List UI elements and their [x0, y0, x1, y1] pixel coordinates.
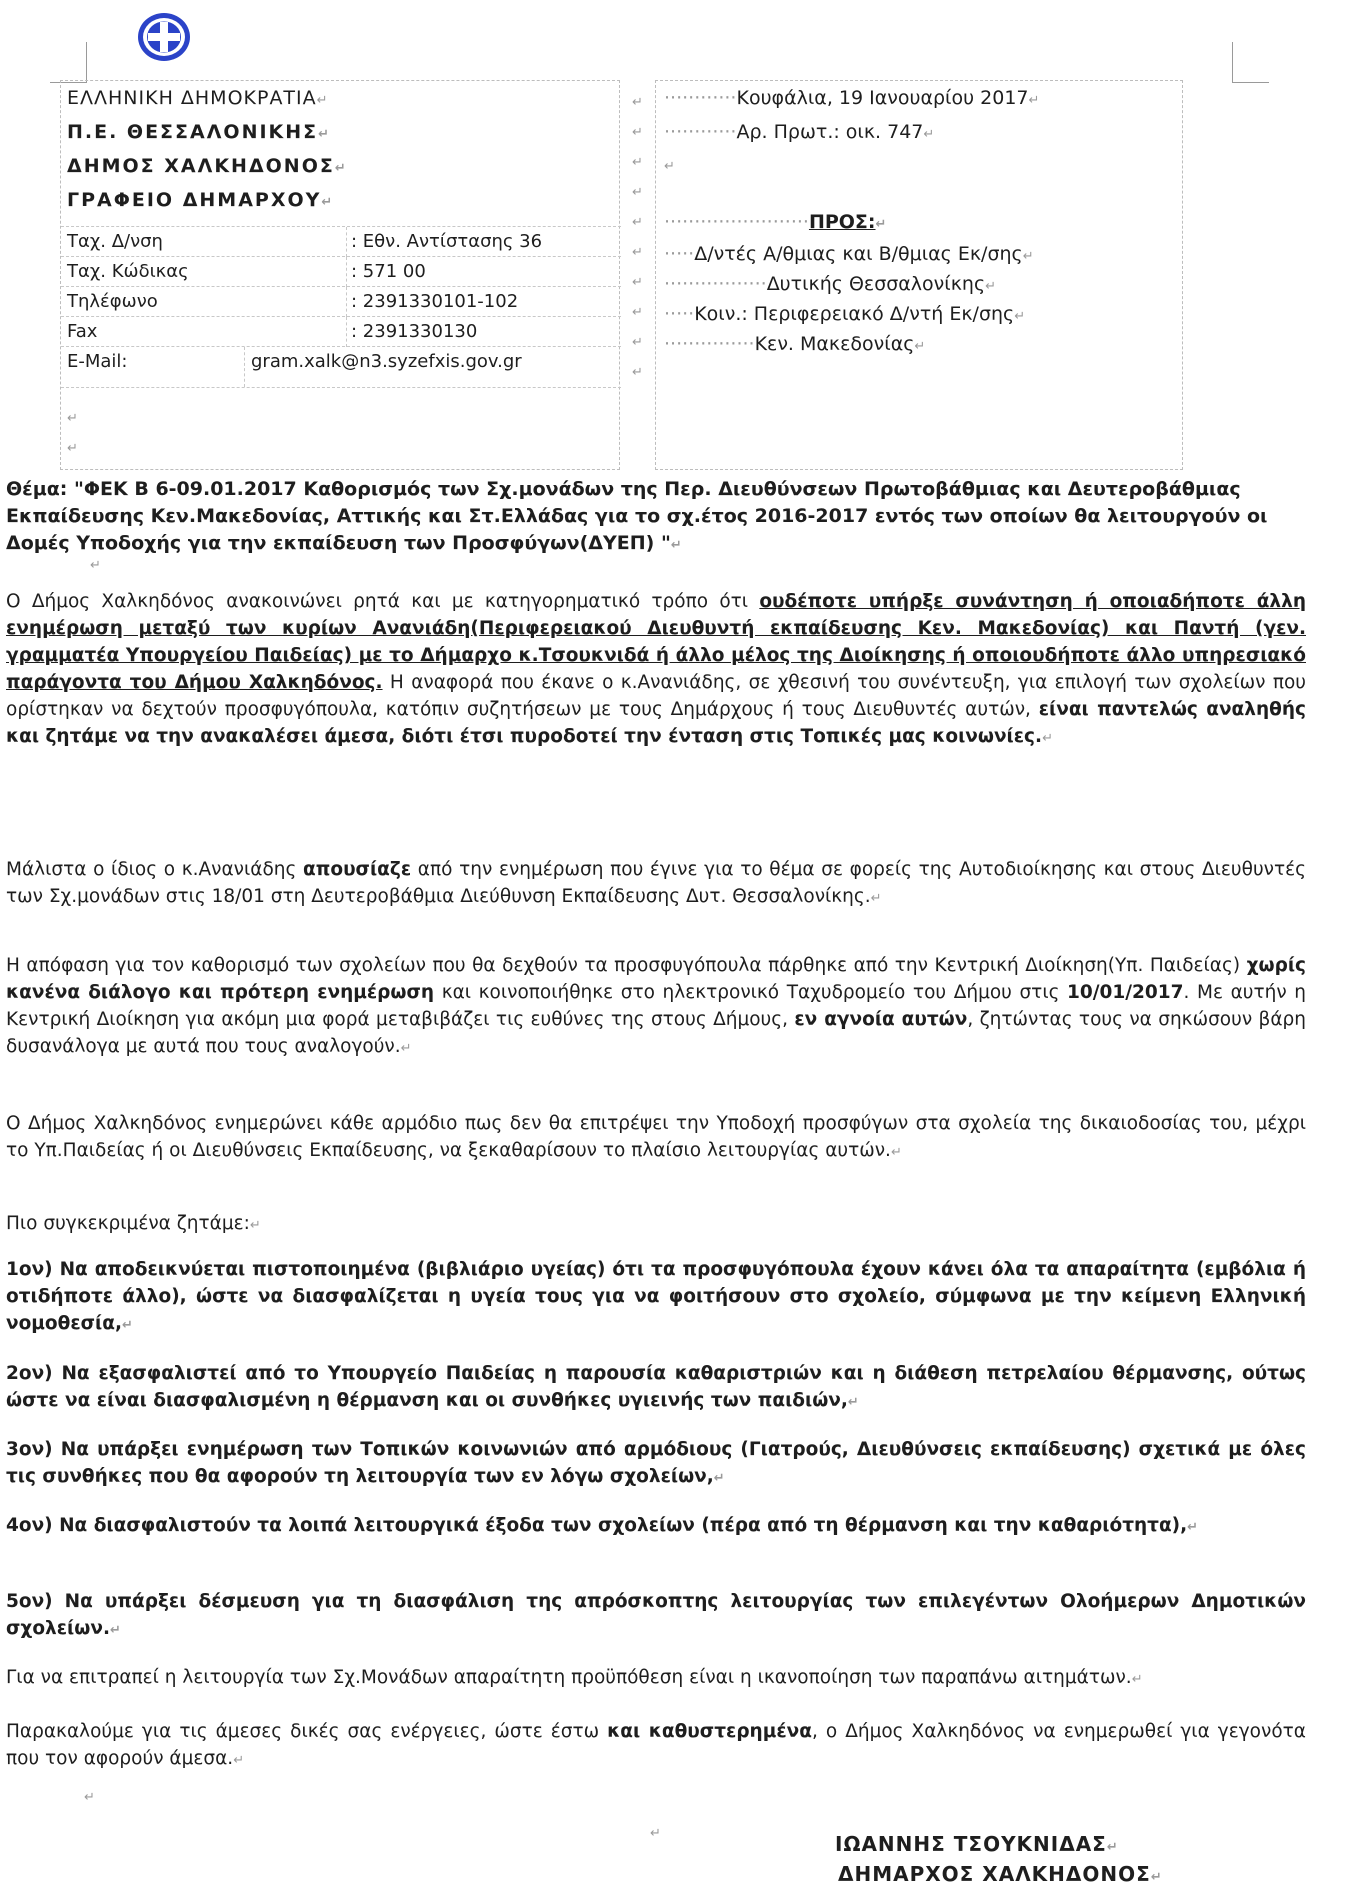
greek-emblem-icon: [136, 10, 192, 64]
paragraph-decision: Η απόφαση για τον καθορισμό των σχολείων που θα δεχθούν τα προσφυγόπουλα πάρθηκε από την Κεντρική Διοίκηση(Υπ. Παιδείας) χωρίς κανένα διάλογο και πρότερη ενημέρωση και κοινοποιήθηκε στο ηλεκτρονικό Ταχυδρομείο του Δήμου στις 10/01/2017. Με αυτήν η Κεντρική Διοίκηση για ακόμη μια φορά μεταβιβάζει τις ευθύνες της στους Δήμους, εν αγνοία αυτών, ζητώντας τους να σηκώσουν βάρη δυσανάλογα με αυτά που τους αναλογούν.↵: [6, 955, 1307, 1057]
region-name: Π.Ε. ΘΕΣΣΑΛΟΝΙΚΗΣ↵: [67, 121, 332, 143]
request-item-3: 3ον) Να υπάρξει ενημέρωση των Τοπικών κοινωνιών από αρμόδιους (Γιατρούς, Διευθύνσεις εκπαίδευσης) σχετικά με όλες τις συνθήκες που θα αφορούν τη λειτουργία των εν λόγω σχολείων,↵: [6, 1439, 1306, 1487]
cc-line-2: ···············Κεν. Μακεδονίας↵: [664, 333, 926, 355]
contact-row-address: [61, 226, 621, 257]
office-name: ΓΡΑΦΕΙΟ ΔΗΜΑΡΧΟΥ↵: [67, 189, 335, 211]
contact-value: : 571 00: [351, 261, 426, 282]
contact-label: E-Mail:: [67, 351, 128, 372]
contact-label: Ταχ. Κώδικας: [67, 261, 189, 282]
date-text: Κουφάλια, 19 Ιανουαρίου 2017: [736, 87, 1029, 109]
p6-text: Για να επιτραπεί η λειτουργία των Σχ.Μονάδων απαραίτητη προϋπόθεση είναι η ικανοποίηση των παραπάνω αιτημάτων.: [6, 1667, 1132, 1688]
to-label: ························ΠΡΟΣ:↵: [664, 211, 887, 233]
page-corner-mark-right: [1232, 42, 1269, 83]
p5-text: Πιο συγκεκριμένα ζητάμε:: [6, 1213, 250, 1234]
contact-row-postcode: [61, 256, 621, 287]
item1-text: 1ον) Να αποδεικνύεται πιστοποιημένα (βιβλιάριο υγείας) ότι τα προσφυγόπουλα έχουν κάνει όλα τα απαραίτητα (εμβόλια ή οτιδήποτε άλλο), ώστε να διασφαλίζεται η υγεία τους για να φοιτήσουν στο σχολείο, σύμφωνα με την κείμενη Ελληνική νομοθεσία,: [6, 1259, 1306, 1334]
contact-row-email: [61, 346, 621, 388]
document-page: ΕΛΛΗΝΙΚΗ ΔΗΜΟΚΡΑΤΙΑ↵ Π.Ε. ΘΕΣΣΑΛΟΝΙΚΗΣ↵ ΔΗΜΟΣ ΧΑΛΚΗΔΟΝΟΣ↵ ΓΡΑΦΕΙΟ ΔΗΜΑΡΧΟΥ↵ Ταχ. Δ/νση : Εθν. Αντίστασης 36 Ταχ. Κώδικας : 571 00 Τηλέφωνο : 2391330101-102 Fax : 2391330130 E-Mail: gram.xalk@n3.syzefxis.gov.gr ↵ ↵ ↵ ↵ ↵ ↵ ↵ ↵ ↵ ↵ ↵ ↵ ············Κουφάλια, 19 Ιανουαρίου 2017↵ ············Αρ. Πρωτ.: οικ. 747↵ ↵ ························ΠΡΟΣ:↵ ·····Δ/ντές Α/θμιας και Β/θμιας Εκ/σης↵ ·················Δυτικής Θεσσαλονίκης↵ ·····Κοιν.: Περιφερειακό Δ/ντή Εκ/σης↵ ···············Κεν. Μακεδονίας↵ Θέμα: "ΦΕΚ Β 6-09.01.2017 Καθορισμός των Σχ.μονάδων της Περ. Διευθύνσεων Πρωτοβάθμιας και Δευτεροβάθμιας Εκπαίδευσης Κεν.Μακεδονίας, Αττικής και Στ.Ελλάδας για το σχ.έτος 2016-2017 εντός των οποίων θα λειτουργούν οι Δομές Υποδοχής για την εκπαίδευση των Προσφύγων(ΔΥΕΠ) "↵ ↵ Ο Δήμος Χαλκηδόνος ανακοινώνει ρητά και με κατηγορηματικό τρόπο ότι ουδέποτε υπήρξε συνάντηση ή οποιαδήποτε άλλη ενημέρωση μεταξύ των κυρίων Ανανιάδη(Περιφερειακού Διευθυντή εκπαίδευσης Κεν. Μακεδονίας) και Παντή (γεν. γραμματέα Υπουργείου Παιδείας) με το Δήμαρχο κ.Τσουκνιδά ή άλλο μέλος της Διοίκησης ή οποιουδήποτε άλλο υπηρεσιακό παράγοντα του Δήμου Χαλκηδόνος. Η αναφορά που έκανε ο κ.Ανανιάδης, σε χθεσινή του συνέντευξη, για επιλογή των σχολείων που ορίστηκαν να δεχτούν προσφυγόπουλα, κατόπιν συζητήσεων με τους Δημάρχους ή τους Διευθυντές αυτών, είναι παντελώς αναληθής και ζητάμε να την ανακαλέσει άμεσα, διότι έτσι πυροδοτεί την ένταση στις Τοπικές μας κοινωνίες.↵ Μάλιστα ο ίδιος ο κ.Ανανιάδης απουσίαζε από την ενημέρωση που έγινε για το θέμα σε φορείς της Αυτοδιοίκησης και στους Διευθυντές των Σχ.μονάδων στις 18/01 στη Δευτεροβάθμια Διεύθυνση Εκπαίδευσης Δυτ. Θεσσαλονίκης.↵ Η απόφαση για τον καθορισμό των σχολείων που θα δεχθούν τα προσφυγόπουλα πάρθηκε από την Κεντρική Διοίκηση(Υπ. Παιδείας) χωρίς κανένα διάλογο και πρότερη ενημέρωση και κοινοποιήθηκε στο ηλεκτρονικό Ταχυδρομείο του Δήμου στις 10/01/2017. Με αυτήν η Κεντρική Διοίκηση για ακόμη μια φορά μεταβιβάζει τις ευθύνες της στους Δήμους, εν αγνοία αυτών, ζητώντας τους να σηκώσουν βάρη δυσανάλογα με αυτά που τους αναλογούν.↵ Ο Δήμος Χαλκηδόνος ενημερώνει κάθε αρμόδιο πως δεν θα επιτρέψει την Υποδοχή προσφύγων στα σχολεία της δικαιοδοσίας του, μέχρι το Υπ.Παιδείας ή οι Διευθύνσεις Εκπαίδευσης, να ξεκαθαρίσουν το πλαίσιο λειτουργίας αυτών.↵ Πιο συγκεκριμένα ζητάμε:↵ 1ον) Να αποδεικνύεται πιστοποιημένα (βιβλιάριο υγείας) ότι τα προσφυγόπουλα έχουν κάνει όλα τα απαραίτητα (εμβόλια ή οτιδήποτε άλλο), ώστε να διασφαλίζεται η υγεία τους για να φοιτήσουν στο σχολείο, σύμφωνα με την κείμενη Ελληνική νομοθεσία,↵ 2ον) Να εξασφαλιστεί από το Υπουργείο Παιδείας η παρουσία καθαριστριών και η διάθεση πετρελαίου θέρμανσης, ούτως ώστε να είναι διασφαλισμένη η θέρμανση και οι συνθήκες υγιεινής των παιδιών,↵ 3ον) Να υπάρξει ενημέρωση των Τοπικών κοινωνιών από αρμόδιους (Γιατρούς, Διευθύνσεις εκπαίδευσης) σχετικά με όλες τις συνθήκες που θα αφορούν τη λειτουργία των εν λόγω σχολείων,↵ 4ον) Να διασφαλιστούν τα λοιπά λειτουργικά έξοδα των σχολείων (πέρα από τη θέρμανση και την καθαριότητα),↵ 5ον) Να υπάρξει δέσμευση για τη διασφάλιση της απρόσκοπτης λειτουργίας των επιλεγέντων Ολοήμερων Δημοτικών σχολείων.↵ Για να επιτραπεί η λειτουργία των Σχ.Μονάδων απαραίτητη προϋπόθεση είναι η ικανοποίηση των παραπάνω αιτημάτων.↵ Παρακαλούμε για τις άμεσες δικές σας ενέργειες, ώστε έστω και καθυστερημένα, ο Δήμος Χαλκηδόνος να ενημερωθεί για γεγονότα που τον αφορούν άμεσα.↵ ↵ ↵ ΙΩΑΝΝΗΣ ΤΣΟΥΚΝΙΔΑΣ↵ ΔΗΜΑΡΧΟΣ ΧΑΛΚΗΔΟΝΟΣ↵: [0, 0, 1353, 1893]
contact-value: : 2391330101-102: [351, 291, 519, 312]
item3-text: 3ον) Να υπάρξει ενημέρωση των Τοπικών κοινωνιών από αρμόδιους (Γιατρούς, Διευθύνσεις εκπαίδευσης) σχετικά με όλες τις συνθήκες που θα αφορούν τη λειτουργία των εν λόγω σχολείων,: [6, 1439, 1306, 1487]
office-text: ΓΡΑΦΕΙΟ ΔΗΜΑΡΧΟΥ: [67, 189, 322, 211]
request-item-4: 4ον) Να διασφαλιστούν τα λοιπά λειτουργικά έξοδα των σχολείων (πέρα από τη θέρμανση και την καθαριότητα),↵: [6, 1515, 1199, 1536]
signatory-name: ΙΩΑΝΝΗΣ ΤΣΟΥΚΝΙΔΑΣ↵: [835, 1832, 1119, 1856]
p3-text-bold-2: εν αγνοία αυτών: [794, 1009, 968, 1030]
p3-text-g: , ζητώντας τους να σηκώσουν βάρη δυσανάλογα με αυτά που τους αναλογούν.: [6, 1009, 1307, 1057]
item4-text: 4ον) Να διασφαλιστούν τα λοιπά λειτουργικά έξοδα των σχολείων (πέρα από τη θέρμανση και την καθαριότητα),: [6, 1515, 1188, 1536]
p3-text-a: Η απόφαση για τον καθορισμό των σχολείων που θα δεχθούν τα προσφυγόπουλα πάρθηκε από την Κεντρική Διοίκηση(Υπ. Παιδείας): [6, 955, 1247, 976]
item2-text: 2ον) Να εξασφαλιστεί από το Υπουργείο Παιδείας η παρουσία καθαριστριών και η διάθεση πετρελαίου θέρμανσης, ούτως ώστε να είναι διασφαλισμένη η θέρμανση και οι συνθήκες υγιεινής των παιδιών,: [6, 1363, 1306, 1411]
protocol-text: Αρ. Πρωτ.: οικ. 747: [736, 121, 924, 143]
p1-text-a: Ο Δήμος Χαλκηδόνος ανακοινώνει ρητά και με κατηγορηματικό τρόπο ότι: [6, 591, 760, 612]
paragraph-requests-intro: Πιο συγκεκριμένα ζητάμε:↵: [6, 1213, 261, 1234]
recipient-info: ············Κουφάλια, 19 Ιανουαρίου 2017↵ ············Αρ. Πρωτ.: οικ. 747↵ ↵ ························ΠΡΟΣ:↵ ·····Δ/ντές Α/θμιας και Β/θμιας Εκ/σης↵ ·················Δυτικής Θεσσαλονίκης↵ ·····Κοιν.: Περιφερειακό Δ/ντή Εκ/σης↵ ···············Κεν. Μακεδονίας↵: [655, 80, 1183, 470]
p1-text-c: Η αναφορά που έκανε ο κ.Ανανιάδης, σε χθεσινή του συνέντευξη, για επιλογή των σχολείων που ορίστηκαν να δεχτούν προσφυγόπουλα, κατόπιν συζητήσεων με τους Δημάρχους ή τους Διευθυντές αυτών,: [6, 672, 1307, 720]
paragraph-refusal: Ο Δήμος Χαλκηδόνος ενημερώνει κάθε αρμόδιο πως δεν θα επιτρέψει την Υποδοχή προσφύγων στα σχολεία της δικαιοδοσίας του, μέχρι το Υπ.Παιδείας ή οι Διευθύνσεις Εκπαίδευσης, να ξεκαθαρίσουν το πλαίσιο λειτουργίας αυτών.↵: [6, 1113, 1306, 1161]
p2-text-c: από την ενημέρωση που έγινε για το θέμα σε φορείς της Αυτοδιοίκησης και στους Διευθυντές των Σχ.μονάδων στις 18/01 στη Δευτεροβάθμια Διεύθυνση Εκπαίδευσης Δυτ. Θεσσαλονίκης.: [6, 859, 1306, 907]
subject-line: Θέμα: "ΦΕΚ Β 6-09.01.2017 Καθορισμός των Σχ.μονάδων της Περ. Διευθύνσεων Πρωτοβάθμιας και Δευτεροβάθμιας Εκπαίδευσης Κεν.Μακεδονίας, Αττικής και Στ.Ελλάδας για το σχ.έτος 2016-2017 εντός των οποίων θα λειτουργούν οι Δομές Υποδοχής για την εκπαίδευση των Προσφύγων(ΔΥΕΠ) "↵: [6, 478, 1268, 554]
p1-text-bold: είναι παντελώς αναληθής και ζητάμε να την ανακαλέσει άμεσα, διότι έτσι πυροδοτεί την ένταση στις Τοπικές μας κοινωνίες.: [6, 699, 1306, 747]
p7-text-c: , ο Δήμος Χαλκηδόνος να ενημερωθεί για γεγονότα που τον αφορούν άμεσα.: [6, 1721, 1306, 1769]
p3-text-c: και κοινοποιήθηκε στο ηλεκτρονικό Ταχυδρομείο του Δήμου στις: [434, 982, 1068, 1003]
contact-label: Τηλέφωνο: [67, 291, 158, 312]
municipality-text: ΔΗΜΟΣ ΧΑΛΚΗΔΟΝΟΣ: [67, 155, 335, 177]
to-label-text: ΠΡΟΣ:: [808, 211, 876, 233]
p3-text-e: . Με αυτήν η Κεντρική Διοίκηση για ακόμη μια φορά μεταβιβάζει τις ευθύνες της στους Δήμους,: [6, 982, 1306, 1030]
contact-label: Fax: [67, 321, 98, 342]
request-item-5: 5ον) Να υπάρξει δέσμευση για τη διασφάλιση της απρόσκοπτης λειτουργίας των επιλεγέντων Ολοήμερων Δημοτικών σχολείων.↵: [6, 1591, 1306, 1639]
municipality-name: ΔΗΜΟΣ ΧΑΛΚΗΔΟΝΟΣ↵: [67, 155, 348, 177]
contact-row-fax: [61, 316, 621, 347]
protocol-line: ············Αρ. Πρωτ.: οικ. 747↵: [664, 121, 935, 143]
recipient-2-text: Δυτικής Θεσσαλονίκης: [766, 273, 986, 295]
recipient-1-text: Δ/ντές Α/θμιας και Β/θμιας Εκ/σης: [694, 243, 1023, 265]
signatory-title: ΔΗΜΑΡΧΟΣ ΧΑΛΚΗΔΟΝΟΣ↵: [838, 1862, 1163, 1886]
cc-2-text: Κεν. Μακεδονίας: [754, 333, 915, 355]
p7-text-a: Παρακαλούμε για τις άμεσες δικές σας ενέργειες, ώστε έστω: [6, 1721, 608, 1742]
email-link[interactable]: gram.xalk@n3.syzefxis.gov.gr: [251, 351, 522, 372]
paragraph-absence: Μάλιστα ο ίδιος ο κ.Ανανιάδης απουσίαζε από την ενημέρωση που έγινε για το θέμα σε φορείς της Αυτοδιοίκησης και στους Διευθυντές των Σχ.μονάδων στις 18/01 στη Δευτεροβάθμια Διεύθυνση Εκπαίδευσης Δυτ. Θεσσαλονίκης.↵: [6, 859, 1306, 907]
contact-value: : Εθν. Αντίστασης 36: [351, 231, 543, 252]
request-item-1: 1ον) Να αποδεικνύεται πιστοποιημένα (βιβλιάριο υγείας) ότι τα προσφυγόπουλα έχουν κάνει όλα τα απαραίτητα (εμβόλια ή οτιδήποτε άλλο), ώστε να διασφαλίζεται η υγεία τους για να φοιτήσουν στο σχολείο, σύμφωνα με την κείμενη Ελληνική νομοθεσία,↵: [6, 1259, 1306, 1334]
p2-text-a: Μάλιστα ο ίδιος ο κ.Ανανιάδης: [6, 859, 304, 880]
cc-text: Κοιν.: Περιφερειακό Δ/ντή Εκ/σης: [694, 303, 1015, 325]
p4-text: Ο Δήμος Χαλκηδόνος ενημερώνει κάθε αρμόδιο πως δεν θα επιτρέψει την Υποδοχή προσφύγων στα σχολεία της δικαιοδοσίας του, μέχρι το Υπ.Παιδείας ή οι Διευθύνσεις Εκπαίδευσης, να ξεκαθαρίσουν το πλαίσιο λειτουργίας αυτών.: [6, 1113, 1306, 1161]
contact-label: Ταχ. Δ/νση: [67, 231, 163, 252]
signatory-title-text: ΔΗΜΑΡΧΟΣ ΧΑΛΚΗΔΟΝΟΣ: [838, 1862, 1151, 1886]
subject-text: Θέμα: "ΦΕΚ Β 6-09.01.2017 Καθορισμός των Σχ.μονάδων της Περ. Διευθύνσεων Πρωτοβάθμιας και Δευτεροβάθμιας Εκπαίδευσης Κεν.Μακεδονίας, Αττικής και Στ.Ελλάδας για το σχ.έτος 2016-2017 εντός των οποίων θα λειτουργούν οι Δομές Υποδοχής για την εκπαίδευση των Προσφύγων(ΔΥΕΠ) ": [6, 478, 1268, 554]
signatory-name-text: ΙΩΑΝΝΗΣ ΤΣΟΥΚΝΙΔΑΣ: [835, 1832, 1107, 1856]
contact-value: : 2391330130: [351, 321, 478, 342]
item5-text: 5ον) Να υπάρξει δέσμευση για τη διασφάλιση της απρόσκοπτης λειτουργίας των επιλεγέντων Ολοήμερων Δημοτικών σχολείων.: [6, 1591, 1306, 1639]
column-marks: ↵ ↵ ↵ ↵ ↵ ↵ ↵ ↵ ↵ ↵: [632, 95, 643, 380]
request-item-2: 2ον) Να εξασφαλιστεί από το Υπουργείο Παιδείας η παρουσία καθαριστριών και η διάθεση πετρελαίου θέρμανσης, ούτως ώστε να είναι διασφαλισμένη η θέρμανση και οι συνθήκες υγιεινής των παιδιών,↵: [6, 1363, 1306, 1411]
contact-row-phone: [61, 286, 621, 317]
recipient-line-1: ·····Δ/ντές Α/θμιας και Β/θμιας Εκ/σης↵: [664, 243, 1034, 265]
paragraph-closing: Παρακαλούμε για τις άμεσες δικές σας ενέργειες, ώστε έστω και καθυστερημένα, ο Δήμος Χαλκηδόνος να ενημερωθεί για γεγονότα που τον αφορούν άμεσα.↵: [6, 1721, 1306, 1769]
page-corner-mark-left: [50, 42, 87, 83]
country-text: ΕΛΛΗΝΙΚΗ ΔΗΜΟΚΡΑΤΙΑ: [67, 87, 317, 109]
recipient-line-2: ·················Δυτικής Θεσσαλονίκης↵: [664, 273, 997, 295]
date-line: ············Κουφάλια, 19 Ιανουαρίου 2017↵: [664, 87, 1040, 109]
p1-text-underlined: ουδέποτε υπήρξε συνάντηση ή οποιαδήποτε άλλη ενημέρωση μεταξύ των κυρίων Ανανιάδη(Περιφερειακού Διευθυντή εκπαίδευσης Κεν. Μακεδονίας) και Παντή (γεν. γραμματέα Υπουργείου Παιδείας) με το Δήμαρχο κ.Τσουκνιδά ή άλλο μέλος της Διοίκησης ή οποιουδήποτε άλλο υπηρεσιακό παράγοντα του Δήμου Χαλκηδόνος.: [6, 591, 1307, 693]
p7-text-bold: και καθυστερημένα: [607, 1721, 812, 1742]
p2-text-bold: απουσίαζε: [303, 859, 412, 880]
country-name: ΕΛΛΗΝΙΚΗ ΔΗΜΟΚΡΑΤΙΑ↵: [67, 87, 329, 109]
paragraph-denial: Ο Δήμος Χαλκηδόνος ανακοινώνει ρητά και με κατηγορηματικό τρόπο ότι ουδέποτε υπήρξε συνάντηση ή οποιαδήποτε άλλη ενημέρωση μεταξύ των κυρίων Ανανιάδη(Περιφερειακού Διευθυντή εκπαίδευσης Κεν. Μακεδονίας) και Παντή (γεν. γραμματέα Υπουργείου Παιδείας) με το Δήμαρχο κ.Τσουκνιδά ή άλλο μέλος της Διοίκησης ή οποιουδήποτε άλλο υπηρεσιακό παράγοντα του Δήμου Χαλκηδόνος. Η αναφορά που έκανε ο κ.Ανανιάδης, σε χθεσινή του συνέντευξη, για επιλογή των σχολείων που ορίστηκαν να δεχτούν προσφυγόπουλα, κατόπιν συζητήσεων με τους Δημάρχους ή τους Διευθυντές αυτών, είναι παντελώς αναληθής και ζητάμε να την ανακαλέσει άμεσα, διότι έτσι πυροδοτεί την ένταση στις Τοπικές μας κοινωνίες.↵: [6, 591, 1307, 747]
region-text: Π.Ε. ΘΕΣΣΑΛΟΝΙΚΗΣ: [67, 121, 319, 143]
paragraph-condition: Για να επιτραπεί η λειτουργία των Σχ.Μονάδων απαραίτητη προϋπόθεση είναι η ικανοποίηση των παραπάνω αιτημάτων.↵: [6, 1667, 1143, 1688]
p3-date-bold: 10/01/2017: [1067, 982, 1184, 1003]
sender-info-table: ΕΛΛΗΝΙΚΗ ΔΗΜΟΚΡΑΤΙΑ↵ Π.Ε. ΘΕΣΣΑΛΟΝΙΚΗΣ↵ ΔΗΜΟΣ ΧΑΛΚΗΔΟΝΟΣ↵ ΓΡΑΦΕΙΟ ΔΗΜΑΡΧΟΥ↵ Ταχ. Δ/νση : Εθν. Αντίστασης 36 Ταχ. Κώδικας : 571 00 Τηλέφωνο : 2391330101-102 Fax : 2391330130 E-Mail: gram.xalk@n3.syzefxis.gov.gr ↵ ↵: [60, 80, 620, 470]
p3-text-bold-1: χωρίς κανένα διάλογο και πρότερη ενημέρωση: [6, 955, 1306, 1003]
cc-line: ·····Κοιν.: Περιφερειακό Δ/ντή Εκ/σης↵: [664, 303, 1026, 325]
